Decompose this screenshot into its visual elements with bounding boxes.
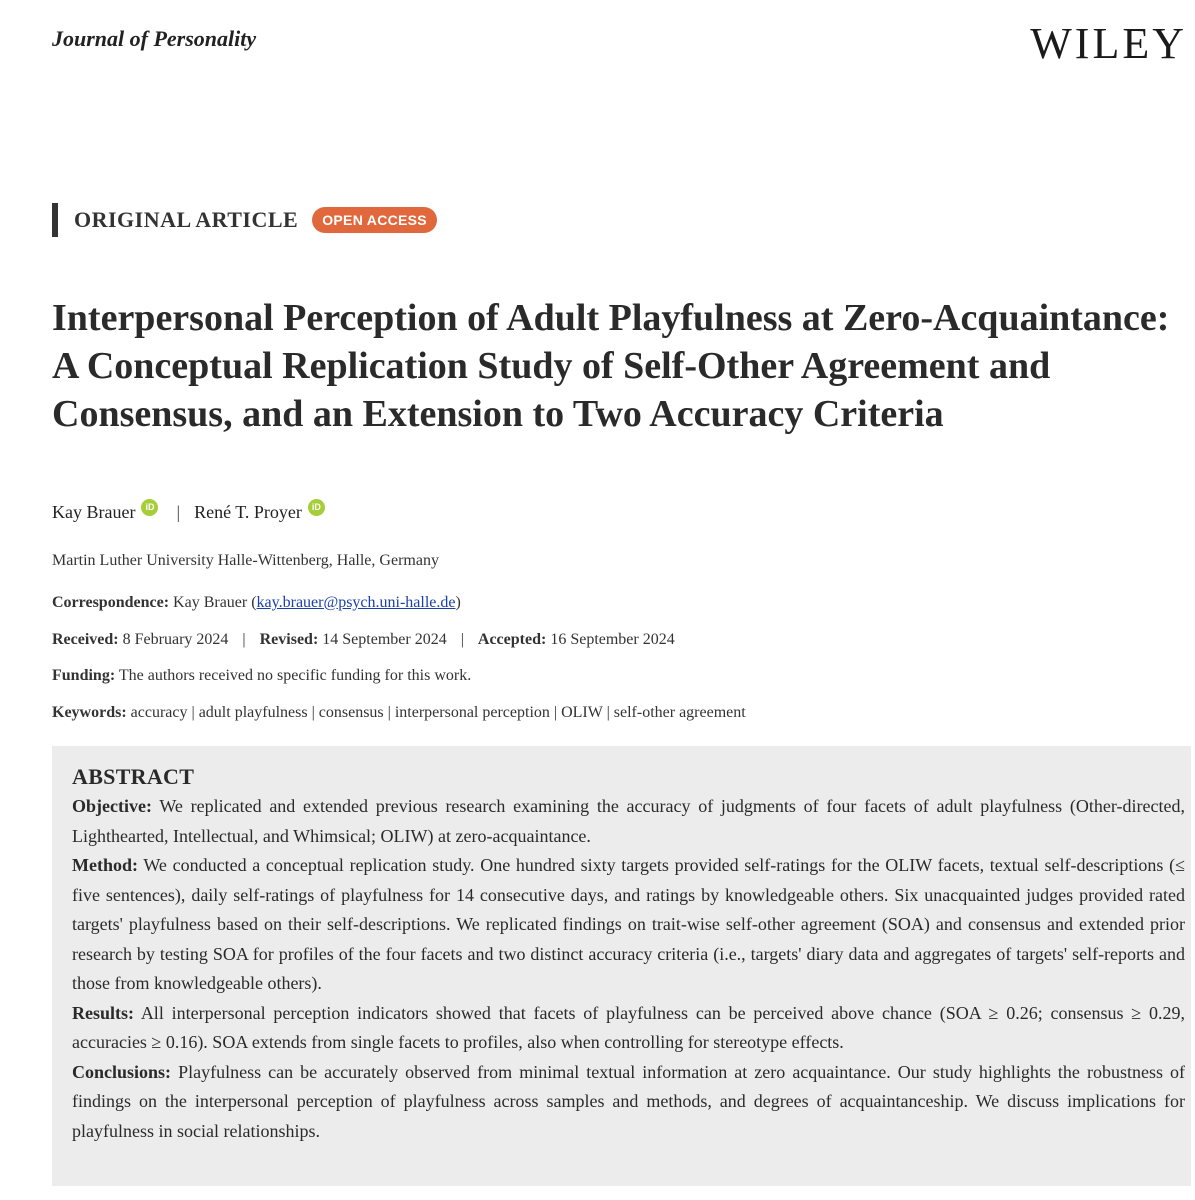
received-date: 8 February 2024 [122, 631, 229, 648]
accepted-date: 16 September 2024 [550, 631, 675, 648]
dates-line [52, 631, 675, 649]
correspondence-name: Kay Brauer ( [173, 594, 257, 611]
author-separator: | [176, 502, 181, 522]
abstract-results [72, 999, 1185, 1058]
correspondence-close: ) [455, 594, 461, 611]
abstract-objective [72, 792, 1185, 851]
article-type-row [52, 203, 437, 237]
open-access-badge: OPEN ACCESS [312, 207, 437, 233]
date-separator: | [460, 631, 464, 648]
objective-label: Objective: [72, 796, 152, 816]
article-type-bar [52, 203, 58, 237]
journal-name[interactable]: Journal of Personality [52, 26, 257, 51]
revised-label: Revised: [259, 631, 319, 648]
abstract-heading: ABSTRACT [72, 764, 195, 789]
author-name[interactable]: Kay Brauer [52, 502, 136, 522]
results-label: Results: [72, 1002, 134, 1023]
abstract-section [52, 746, 1191, 1186]
keywords-label: Keywords: [52, 704, 127, 721]
objective-text: We replicated and extended previous research examining the accuracy of judgments of four facets of adult playfulness (Other-directed, Lighthearted, Intellectual, and Whimsical; OLIW) at zero-acquaintance. [72, 796, 1185, 846]
correspondence-label: Correspondence: [52, 594, 170, 611]
revised-date: 14 September 2024 [322, 631, 447, 648]
article-type-label: ORIGINAL ARTICLE [74, 207, 299, 232]
date-separator: | [242, 631, 246, 648]
correspondence-email-link[interactable]: kay.brauer@psych.uni-halle.de [256, 594, 456, 611]
keywords-text: accuracy | adult playfulness | consensus | interpersonal perception | OLIW | self-other agreement [130, 704, 746, 721]
affiliation: Martin Luther University Halle-Wittenberg, Halle, Germany [52, 552, 439, 569]
abstract-method [72, 851, 1185, 999]
method-text: We conducted a conceptual replication study. One hundred sixty targets provided self-ratings for the OLIW facets, textual self-descriptions (≤ five sentences), daily self-ratings of playfulness for 14 consecutive days, and ratings by knowledgeable others. Six unacquainted judges provided rated targets' playfulness based on their self-descriptions. We replicated findings on trait-wise self-other agreement (SOA) and consensus and extended prior research by testing SOA for profiles of the four facets and two distinct accuracy criteria (i.e., targets' diary data and aggregates of targets' self-reports and those from knowledgeable others). [72, 855, 1185, 993]
abstract-conclusions [72, 1058, 1185, 1147]
orcid-icon[interactable]: iD [308, 499, 325, 516]
author-list [52, 502, 325, 523]
publisher-logo[interactable]: WILEY [1030, 19, 1187, 68]
funding-line [52, 667, 471, 685]
conclusions-label: Conclusions: [72, 1061, 172, 1082]
article-title: Interpersonal Perception of Adult Playfulness at Zero-Acquaintance: A Conceptual Replication Study of Self-Other Agreement and Consensus, and an Extension to Two Accuracy Criteria [52, 297, 1170, 435]
results-text: All interpersonal perception indicators showed that facets of playfulness can be perceived above chance (SOA ≥ 0.26; consensus ≥ 0.29, accuracies ≥ 0.16). SOA extends from single facets to profiles, also when controlling for stereotype effects. [72, 1002, 1185, 1052]
accepted-label: Accepted: [477, 631, 547, 648]
conclusions-text: Playfulness can be accurately observed from minimal textual information at zero acquaintance. Our study highlights the robustness of findings on the interpersonal perception of playfulness across samples and methods, and degrees of acquaintanceship. We discuss implications for playfulness in social relationships. [72, 1061, 1185, 1141]
orcid-icon[interactable]: iD [141, 499, 158, 516]
received-label: Received: [52, 631, 119, 648]
keywords-line [52, 704, 746, 722]
method-label: Method: [72, 855, 138, 875]
correspondence-line [52, 594, 461, 612]
funding-text: The authors received no specific funding for this work. [118, 667, 472, 684]
funding-label: Funding: [52, 667, 116, 684]
author-name[interactable]: René T. Proyer [194, 502, 302, 522]
